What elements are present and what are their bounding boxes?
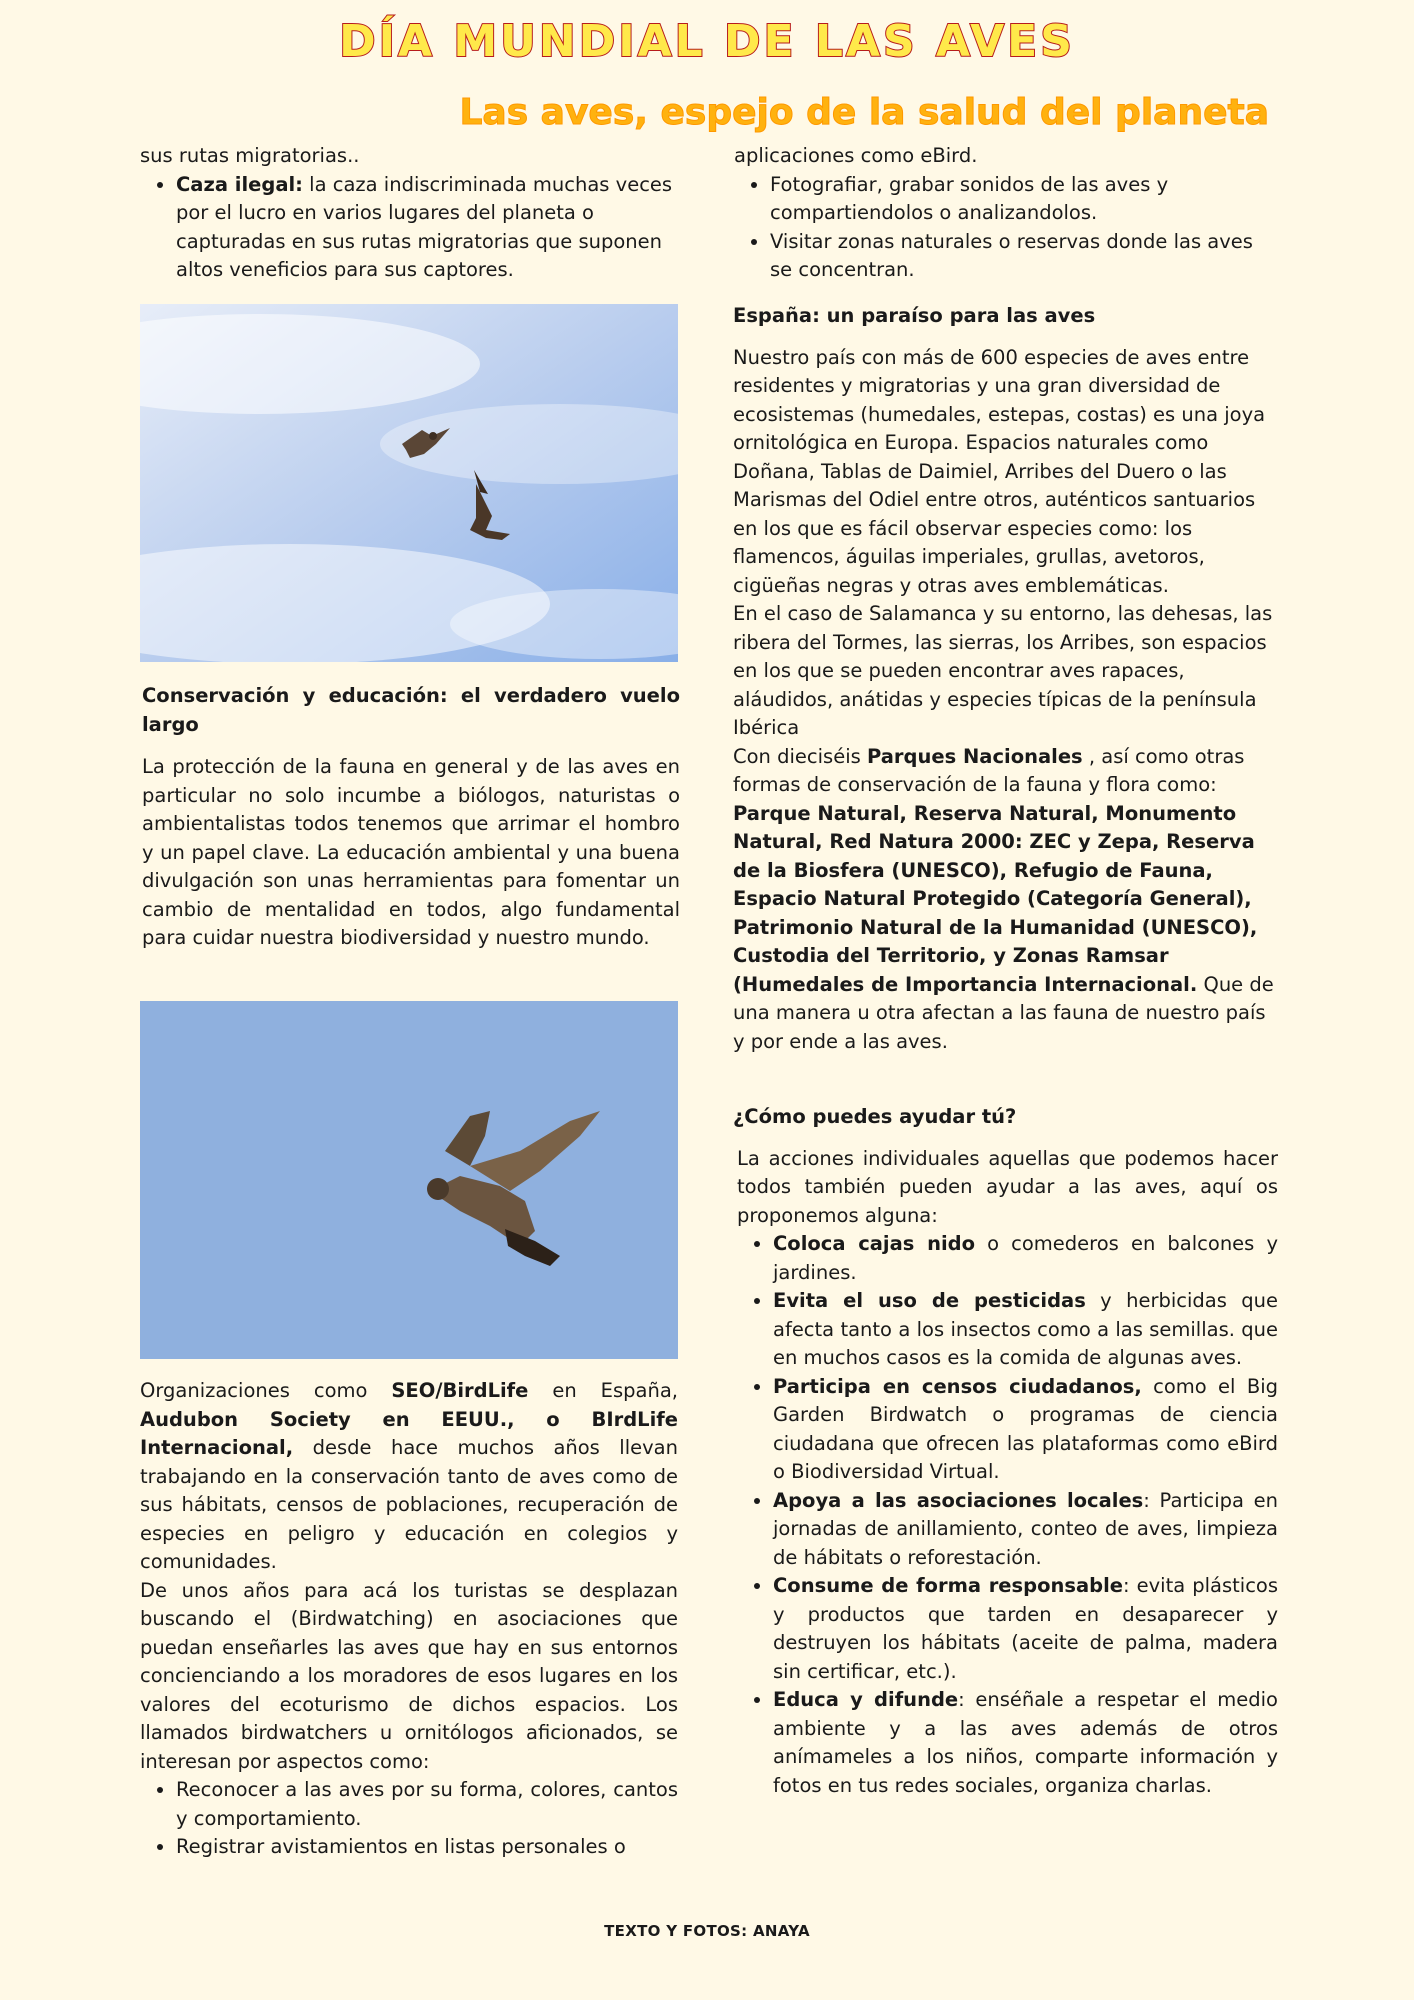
photo-birds-sky-image: [140, 304, 678, 662]
list-item: • Registrar avistamientos en listas personales o: [176, 1833, 678, 1862]
cont-tail: aplicaciones como eBird.: [734, 144, 978, 167]
tip-text: o comederos en balcones y jardines.: [773, 1232, 1278, 1284]
parques-text-1: Con dieciséis: [733, 744, 867, 768]
aspectos-list: [140, 1776, 678, 1862]
list-item: [773, 1287, 1278, 1373]
page-subtitle: Las aves, espejo de la salud del planeta: [459, 92, 1269, 133]
tip-text: como el Big Garden Birdwatch o programas de ciencia ciudadana que ofrecen las plataformas como eBird o Biodiversidad Virtual.: [773, 1374, 1278, 1483]
ayudar-intro: La acciones individuales aquellas que podemos hacer todos también pueden ayudar a las aves, aquí os proponemos alguna:: [737, 1146, 1278, 1227]
espana-heading: España: un paraíso para las aves: [733, 304, 1096, 327]
tip-bold: Coloca cajas nido: [773, 1232, 975, 1255]
left-column-bottom: [140, 1377, 678, 1862]
organizaciones-paragraph: [140, 1377, 678, 1577]
tip-bold: Educa y difunde: [773, 1688, 959, 1711]
threat-list: [140, 171, 680, 285]
left-column-top: [140, 142, 680, 285]
tip-bold: Participa en censos ciudadanos,: [773, 1374, 1142, 1398]
espana-text: Nuestro país con más de 600 especies de aves entre residentes y migratorias y una gran diversidad de ecosistemas (humedales, estepas, costas) es una joya ornitológica en Europa. Espacios naturales como Doñana, Tablas de Daimiel, Arribes del Duero o las Marismas del Odiel entre otros, auténticos santuarios en los que es fácil observar especies como: los flamencos, águilas imperiales, grullas, avetoros, cigüeñas negras y otras aves emblemáticas.: [733, 345, 1266, 597]
right-column-ayudar: [733, 1103, 1278, 1800]
salamanca-text: En el caso de Salamanca y su entorno, las dehesas, las ribera del Tormes, las sierras, los Arribes, son espacios en los que se pueden encontrar aves rapaces, aláudidos, anátidas y especies típicas de la península Ibérica: [733, 602, 1273, 739]
list-item: [176, 171, 680, 285]
parques-nacionales: Parques Nacionales: [866, 744, 1083, 768]
tips-list: [733, 1230, 1278, 1800]
list-item: • Visitar zonas naturales o reservas donde las aves se concentran.: [770, 228, 1274, 285]
footer-credit: TEXTO Y FOTOS: ANAYA: [604, 1922, 810, 1940]
caza-term: Caza ilegal:: [176, 172, 303, 196]
left-column-middle: [142, 682, 680, 953]
list-item: • Reconocer a las aves por su forma, colores, cantos y comportamiento.: [176, 1776, 678, 1833]
conservacion-text: La protección de la fauna en general y de las aves en particular no solo incumbe a biólogos, naturistas o ambientalistas todos tenemos que arrimar el hombro y un papel clave. La educación ambiental y una buena divulgación son unas herramientas para fomentar un cambio de mentalidad en todos, algo fundamental para cuidar nuestra biodiversidad y nuestro mundo.: [142, 755, 680, 949]
list-item: [773, 1487, 1278, 1573]
photo-falcon-image: [140, 1001, 678, 1359]
figuras-proteccion: Parque Natural, Reserva Natural, Monumento Natural, Red Natura 2000: ZEC y Zepa, Reserva de la Biosfera (UNESCO), Refugio de Fauna, Espacio Natural Protegido (Categoría General), Patrimonio Natural de la Humanidad (UNESCO), Custodia del Territorio, y Zonas Ramsar (Humedales de Importancia Internacional.: [733, 801, 1258, 996]
tip-bold: Evita el uso de pesticidas: [773, 1289, 1086, 1312]
org-text-1: Organizaciones como: [140, 1379, 392, 1402]
page-title: DÍA MUNDIAL DE LAS AVES: [339, 16, 1075, 67]
photo-birds-sky: [140, 304, 678, 662]
list-item: [773, 1373, 1278, 1487]
parques-text-2: , así como otras formas de conservación de la fauna y flora como:: [733, 744, 1245, 796]
list-item: [773, 1686, 1278, 1800]
tip-text: y herbicidas que afecta tanto a los insectos como a las semillas. que en muchos casos es la comida de algunas aves.: [773, 1289, 1279, 1369]
caza-text: la caza indiscriminada muchas veces por el lucro en varios lugares del planeta o capturadas en sus rutas migratorias que suponen altos veneficios para sus captores.: [176, 172, 673, 281]
org-audubon-birdlife: Audubon Society en EEUU., o BIrdLife Internacional,: [140, 1407, 678, 1459]
tip-text: : Participa en jornadas de anillamiento, conteo de aves, limpieza de hábitats o reforestación.: [773, 1488, 1278, 1569]
list-item: • Fotografiar, grabar sonidos de las aves y compartiendolos o analizandolos.: [770, 171, 1274, 228]
right-column-top: [734, 142, 1274, 285]
tip-text: : evita plásticos y productos que tarden en desaparecer y destruyen los hábitats (aceite de palma, madera sin certificar, etc.).: [773, 1574, 1279, 1683]
intro-tail: sus rutas migratorias..: [140, 144, 360, 167]
parques-paragraph: [733, 743, 1278, 1057]
tip-bold: Consume de forma responsable: [773, 1574, 1124, 1597]
list-item: [773, 1572, 1278, 1686]
org-text-3: desde hace muchos años llevan trabajando en la conservación tanto de aves como de sus hábitats, censos de poblaciones, recuperación de especies en peligro y educación en colegios y comunidades.: [140, 1436, 678, 1573]
ayudar-heading: ¿Cómo puedes ayudar tú?: [733, 1105, 1017, 1128]
tip-bold: Apoya a las asociaciones locales: [773, 1488, 1144, 1512]
right-column-espana: [733, 302, 1278, 1056]
turistas-paragraph: De unos años para acá los turistas se desplazan buscando el (Birdwatching) en asociaciones que puedan enseñarles las aves que hay en sus entornos concienciando a los moradores de esos lugares en los valores del ecoturismo de dichos espacios. Los llamados birdwatchers u ornitólogos aficionados, se interesan por aspectos como:: [140, 1578, 678, 1773]
tip-text: : enséñale a respetar el medio ambiente y a las aves además de otros anímameles a los niños, comparte información y fotos en tus redes sociales, organiza charlas.: [773, 1688, 1278, 1797]
org-text-2: en España,: [528, 1379, 678, 1402]
list-item: [773, 1230, 1278, 1287]
figuras-tail: Que de una manera u otra afectan a las fauna de nuestro país y por ende a las aves.: [733, 972, 1274, 1053]
conservacion-heading: Conservación y educación: el verdadero vuelo largo: [142, 684, 680, 736]
birdwatching-list: [734, 171, 1274, 285]
org-seo-birdlife: SEO/BirdLife: [391, 1379, 529, 1402]
photo-falcon: [140, 1001, 678, 1359]
